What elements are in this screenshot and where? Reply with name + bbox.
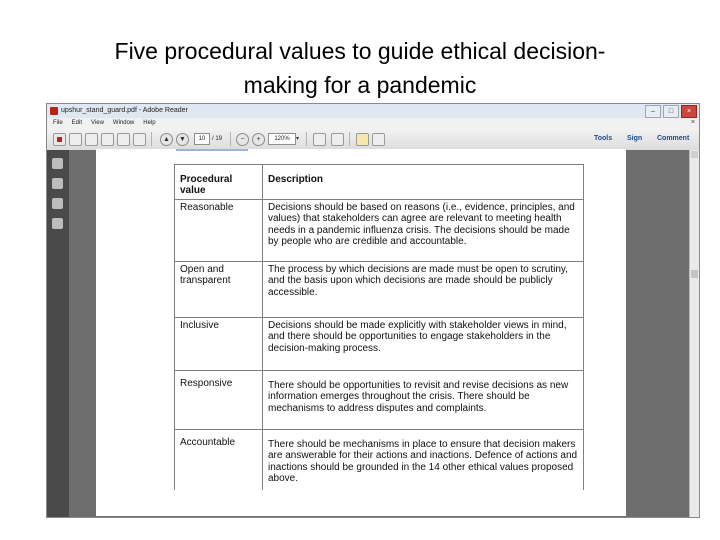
- table-row: [175, 317, 584, 370]
- open-file-icon[interactable]: [69, 133, 82, 146]
- maximize-button[interactable]: □: [663, 105, 679, 118]
- value-cell: Inclusive: [175, 317, 263, 370]
- slide-title-line-1: Five procedural values to guide ethical decision-: [114, 38, 606, 64]
- comment-pane-button[interactable]: Comment: [657, 135, 690, 142]
- procedural-values-table: [174, 164, 584, 490]
- navigation-pane: [47, 150, 70, 517]
- description-cell: Decisions should be made explicitly with stakeholder views in mind, and there should be opportunities to engage stakeholders in the decision-making process.: [263, 317, 584, 370]
- tools-pane-button[interactable]: Tools: [594, 135, 613, 142]
- table-row: [175, 199, 584, 261]
- description-cell: The process by which decisions are made must be open to scrutiny, and the basis upon which decisions are made should be publicly accessible.: [263, 261, 584, 317]
- toolbar-separator: [306, 132, 307, 146]
- attachments-icon[interactable]: [52, 198, 63, 209]
- toolbar-separator: [151, 132, 152, 146]
- zoom-dropdown-icon[interactable]: ▾: [296, 136, 300, 142]
- description-cell: There should be mechanisms in place to ensure that decision makers are answerable for their actions and inactions. Defence of actions and inactions should be grounded in the 14 other ethical values proposed above.: [263, 429, 584, 490]
- slide-title: [0, 34, 720, 102]
- toolbar-separator: [349, 132, 350, 146]
- toolbar-separator: [230, 132, 231, 146]
- table-row: [175, 429, 584, 490]
- menu-bar: [47, 118, 699, 128]
- window-titlebar: [47, 104, 699, 118]
- menu-view[interactable]: View: [91, 120, 104, 126]
- minimize-button[interactable]: –: [645, 105, 661, 118]
- page-header-rule: [176, 149, 248, 151]
- bookmarks-icon[interactable]: [52, 178, 63, 189]
- page-count: / 19: [212, 136, 223, 142]
- highlight-icon[interactable]: [372, 133, 385, 146]
- scroll-thumb[interactable]: [691, 270, 698, 278]
- previous-page-icon[interactable]: ▲: [160, 133, 173, 146]
- zoom-out-icon[interactable]: −: [236, 133, 249, 146]
- page-thumbnails-icon[interactable]: [52, 158, 63, 169]
- toolbar: [47, 128, 699, 151]
- page-number-input[interactable]: 10: [194, 133, 210, 145]
- fit-page-icon[interactable]: [331, 133, 344, 146]
- menu-help[interactable]: Help: [143, 120, 156, 126]
- menu-file[interactable]: File: [53, 120, 63, 126]
- zoom-in-icon[interactable]: +: [252, 133, 265, 146]
- save-icon[interactable]: [101, 133, 114, 146]
- column-header-value: Procedural value: [175, 165, 263, 200]
- edit-icon[interactable]: [85, 133, 98, 146]
- slide-title-line-2: making for a pandemic: [243, 72, 477, 98]
- fit-width-icon[interactable]: [313, 133, 326, 146]
- window-title: upshur_stand_guard.pdf - Adobe Reader: [61, 107, 188, 114]
- print-icon[interactable]: [117, 133, 130, 146]
- create-pdf-icon[interactable]: [53, 133, 66, 146]
- value-cell: Accountable: [175, 429, 263, 490]
- table-row: [175, 261, 584, 317]
- next-page-icon[interactable]: ▼: [176, 133, 189, 146]
- window-controls: [645, 105, 697, 117]
- table-row: [175, 370, 584, 429]
- column-header-description: Description: [263, 165, 584, 200]
- value-cell: Responsive: [175, 370, 263, 429]
- document-close-icon[interactable]: ×: [690, 119, 695, 126]
- description-cell: Decisions should be based on reasons (i.e., evidence, principles, and values) that stakeholders can agree are relevant to meeting health needs in a pandemic influenza crisis. The decisions should be made by people who are credible and accountable.: [263, 199, 584, 261]
- adobe-reader-app-icon: [50, 107, 58, 115]
- menu-window[interactable]: Window: [112, 120, 135, 126]
- value-cell: Reasonable: [175, 199, 263, 261]
- table-header-row: [175, 165, 584, 200]
- value-cell: Open and transparent: [175, 261, 263, 317]
- email-icon[interactable]: [133, 133, 146, 146]
- description-cell: There should be opportunities to revisit and revise decisions as new information emerges throughout the crisis. There should be mechanisms to address disputes and complaints.: [263, 370, 584, 429]
- sign-pane-button[interactable]: Sign: [627, 135, 643, 142]
- vertical-scrollbar[interactable]: [689, 150, 699, 517]
- zoom-level-input[interactable]: 120%: [268, 133, 296, 145]
- sticky-note-icon[interactable]: [356, 133, 369, 146]
- menu-edit[interactable]: Edit: [71, 120, 83, 126]
- close-button[interactable]: ×: [681, 105, 697, 118]
- layers-icon[interactable]: [52, 218, 63, 229]
- scroll-up-icon[interactable]: [691, 151, 698, 158]
